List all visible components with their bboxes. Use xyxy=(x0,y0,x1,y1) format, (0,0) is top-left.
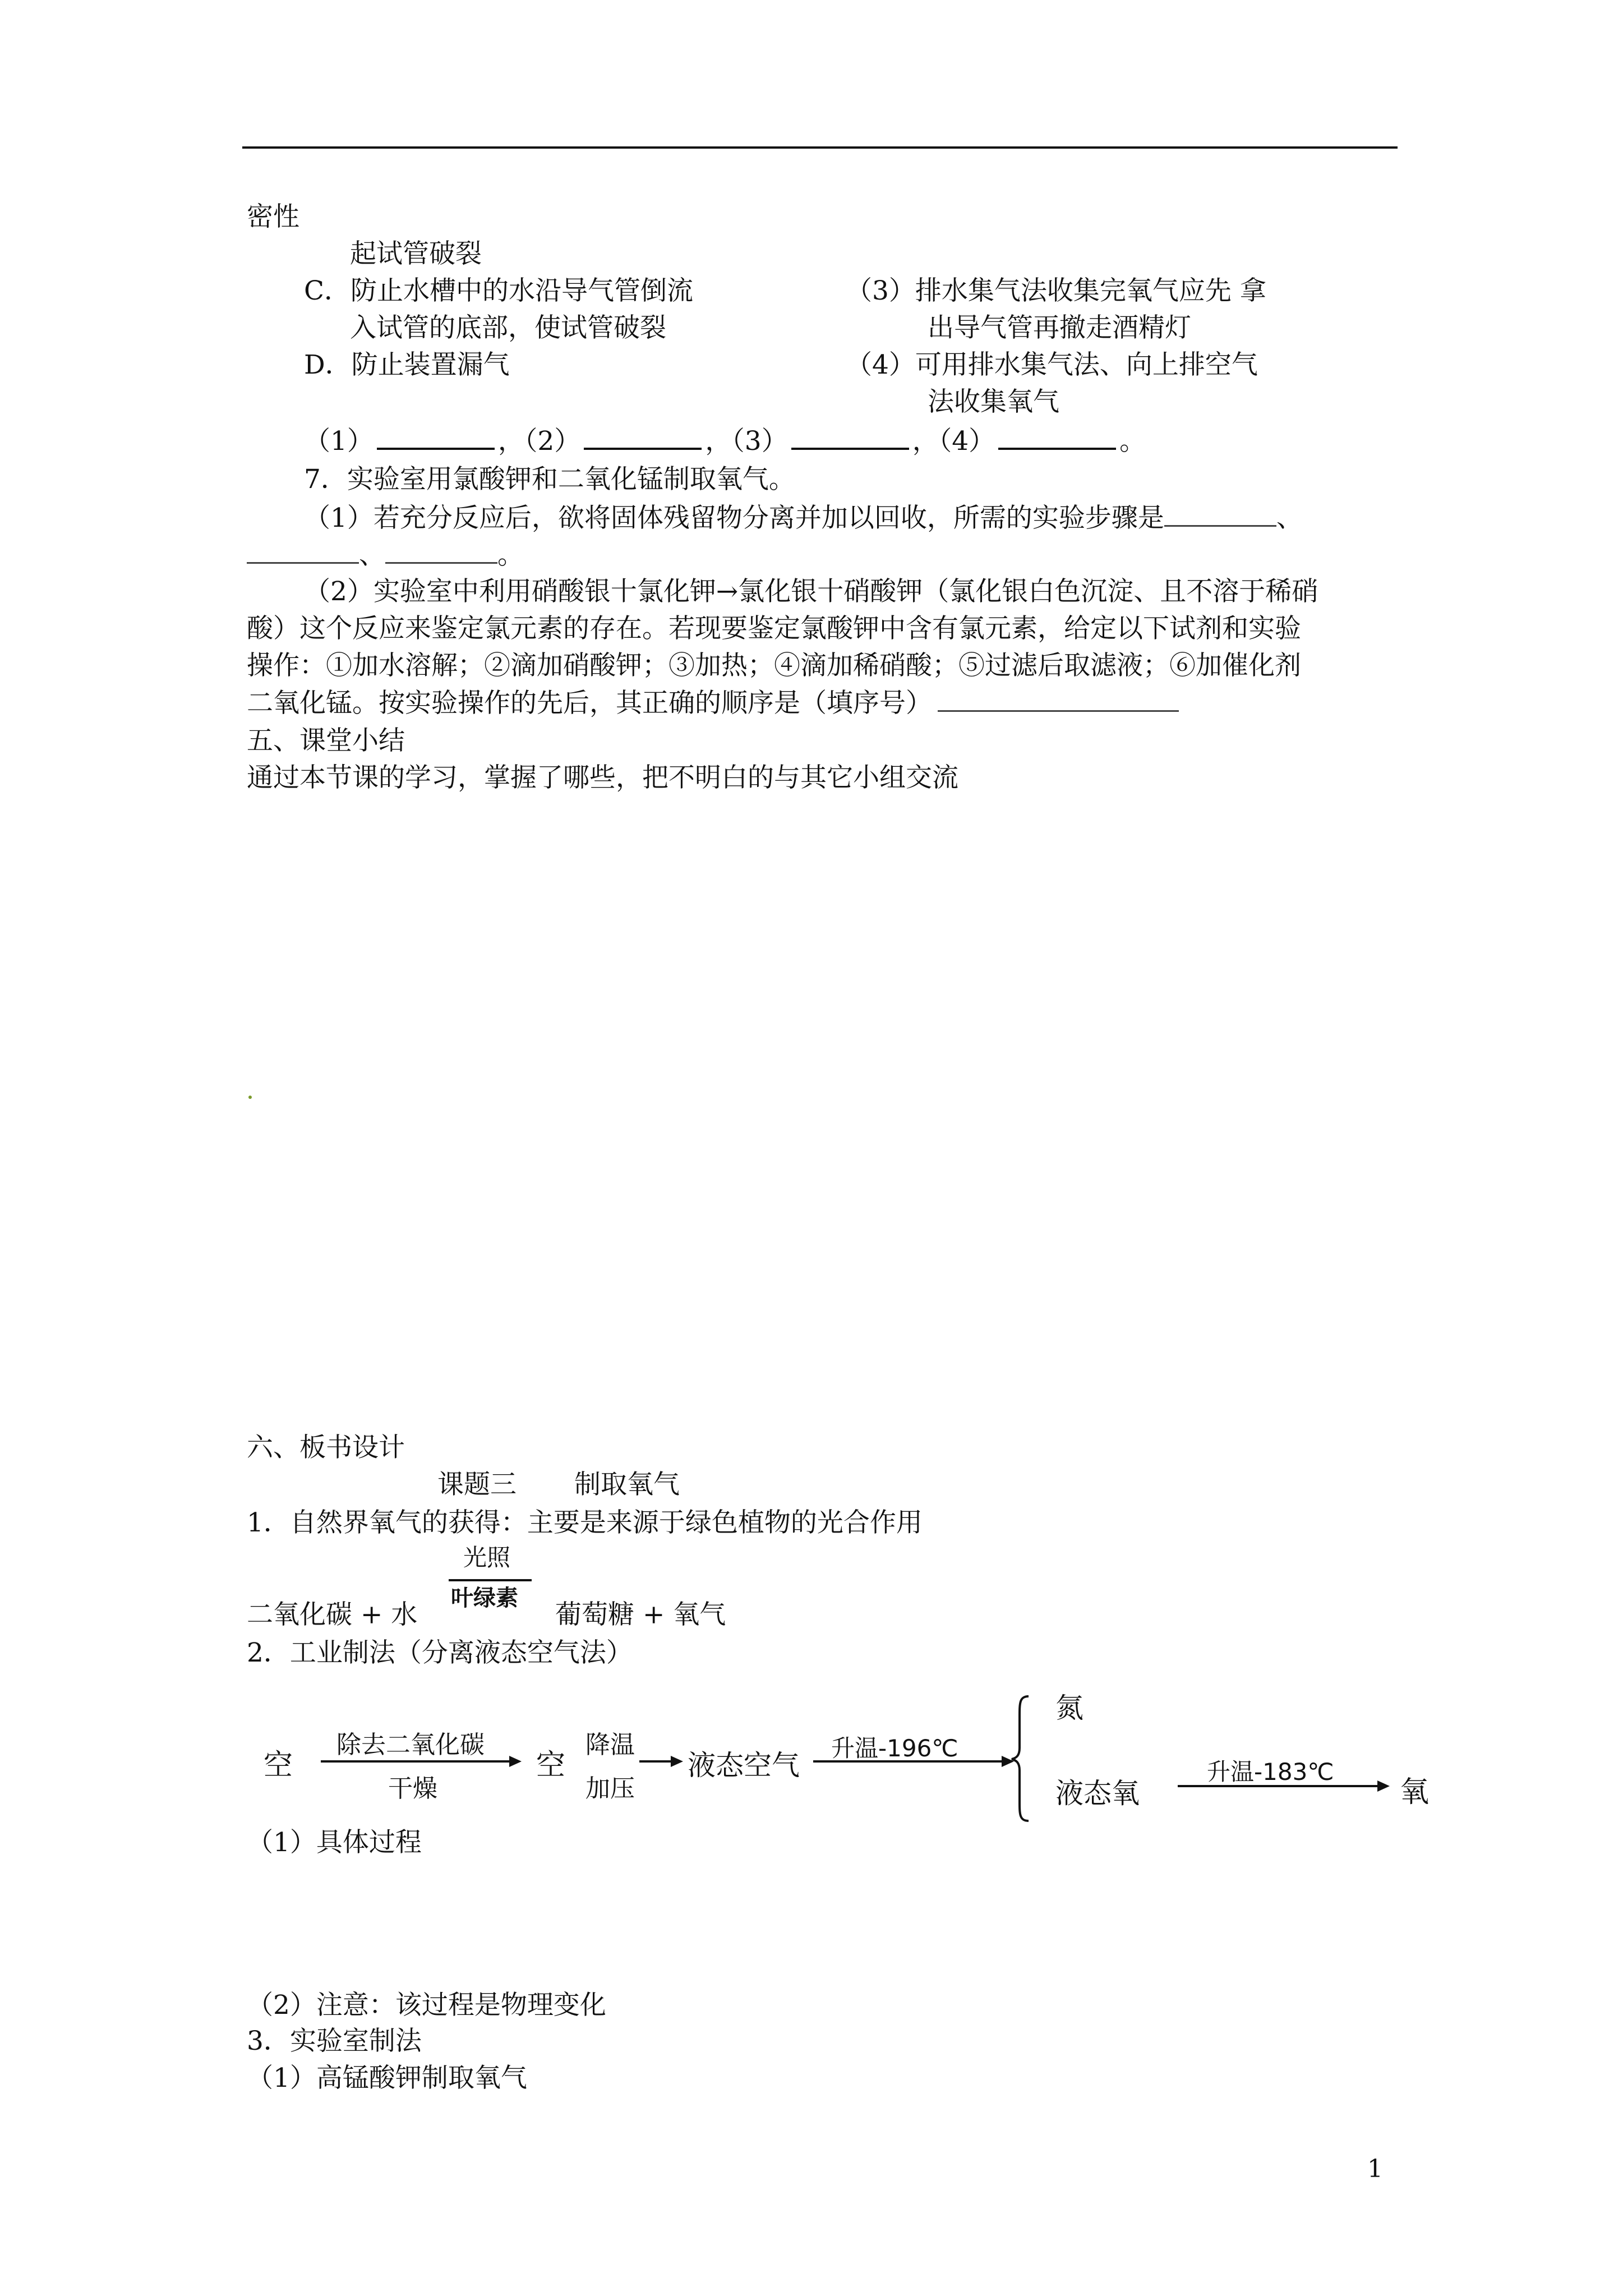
flow-air-2: 空 xyxy=(536,1749,566,1782)
flow-step1-below: 干燥 xyxy=(388,1774,437,1803)
blank-label-4: ，（4） xyxy=(912,426,995,457)
subitem-2: （2）注意：该过程是物理变化 xyxy=(247,1990,606,2021)
question-7-part1-cont: 、 。 xyxy=(247,539,524,572)
option-c: C．防止水槽中的水沿导气管倒流 xyxy=(304,275,693,306)
blank-end: 。 xyxy=(1119,426,1146,457)
question-7-part2-line1: （2）实验室中利用硝酸银十氯化钾→氯化银十硝酸钾（氯化银白色沉淀、且不溶于稀硝 xyxy=(304,576,1318,607)
flow-step3-above: 升温-196℃ xyxy=(831,1734,958,1762)
text-line: 起试管破裂 xyxy=(350,238,482,269)
flow-step4-above: 升温-183℃ xyxy=(1207,1758,1334,1786)
header-rule xyxy=(242,146,1398,149)
flow-arrow-2 xyxy=(639,1755,684,1768)
text-line: 出导气管再撤走酒精灯 xyxy=(928,312,1191,343)
answer-blank[interactable] xyxy=(1164,501,1276,527)
text-line: 法收集氧气 xyxy=(928,386,1059,417)
question-7-part2-line3: 操作：①加水溶解；②滴加硝酸钾；③加热；④滴加稀硝酸；⑤过滤后取滤液；⑥加催化剂 xyxy=(247,650,1301,681)
answer-blank[interactable] xyxy=(247,539,359,564)
equation-condition-above: 光照 xyxy=(463,1544,511,1571)
equation-right: 葡萄糖 + 氧气 xyxy=(555,1599,726,1630)
flow-arrow-3 xyxy=(813,1755,1015,1768)
section-5-body: 通过本节课的学习，掌握了哪些，把不明白的与其它小组交流 xyxy=(247,762,958,793)
equation-bar xyxy=(449,1579,532,1581)
item-1: 1．自然界氧气的获得：主要是来源于绿色植物的光合作用 xyxy=(247,1507,923,1538)
flow-step1-above: 除去二氧化碳 xyxy=(336,1731,485,1759)
answer-blank[interactable] xyxy=(938,687,1179,712)
text-line: 入试管的底部，使试管破裂 xyxy=(350,312,666,343)
equation-left: 二氧化碳 + 水 xyxy=(247,1599,418,1630)
flow-liquid-oxygen: 液态氧 xyxy=(1055,1777,1140,1810)
option-d: D．防止装置漏气 xyxy=(304,349,510,380)
item-3: 3．实验室制法 xyxy=(247,2026,422,2056)
board-title-b: 制取氧气 xyxy=(574,1469,680,1500)
answer-blank-2[interactable] xyxy=(584,425,702,450)
answer-blank[interactable] xyxy=(385,539,497,564)
answer-blank-1[interactable] xyxy=(377,425,495,450)
flow-brace xyxy=(1009,1694,1032,1823)
text-line: 密性 xyxy=(247,201,299,232)
answer-blank-4[interactable] xyxy=(998,425,1116,450)
subitem-3: （1）高锰酸钾制取氧气 xyxy=(247,2063,527,2093)
item-2: 2．工业制法（分离液态空气法） xyxy=(247,1637,633,1668)
question-7-title: 7．实验室用氯酸钾和二氧化锰制取氧气。 xyxy=(304,464,795,495)
flow-step2-above: 降温 xyxy=(585,1731,635,1759)
equation-condition-below: 叶绿素 xyxy=(451,1585,518,1611)
board-title-a: 课题三 xyxy=(437,1469,517,1500)
page-number: 1 xyxy=(1367,2155,1383,2183)
flow-step2-below: 加压 xyxy=(585,1774,635,1803)
question-7-part1: （1）若充分反应后，欲将固体残留物分离并加以回收，所需的实验步骤是 、 xyxy=(304,503,1303,533)
stray-mark xyxy=(248,1096,252,1099)
flow-nitrogen: 氮 xyxy=(1055,1692,1083,1724)
flow-oxygen: 氧 xyxy=(1400,1775,1430,1809)
section-6-heading: 六、板书设计 xyxy=(247,1432,405,1463)
blank-label-3: ，（3） xyxy=(705,426,788,457)
statement-4: （4）可用排水集气法、向上排空气 xyxy=(846,349,1258,380)
section-5-heading: 五、课堂小结 xyxy=(247,725,405,756)
question-7-part2-line4: 二氧化锰。按实验操作的先后，其正确的顺序是（填序号） xyxy=(247,687,1179,720)
flow-arrow-1 xyxy=(321,1755,523,1768)
flow-liquid-air: 液态空气 xyxy=(688,1749,800,1782)
answer-blank-3[interactable] xyxy=(791,425,909,450)
answer-blanks-row xyxy=(304,425,1146,458)
blank-label-2: ，（2） xyxy=(497,426,581,457)
statement-3: （3）排水集气法收集完氧气应先 拿 xyxy=(846,275,1266,306)
blank-label-1: （1） xyxy=(304,426,374,457)
flow-air: 空 xyxy=(264,1749,293,1782)
flow-arrow-4 xyxy=(1178,1779,1391,1793)
subitem-1: （1）具体过程 xyxy=(247,1827,422,1858)
question-7-part2-line2: 酸）这个反应来鉴定氯元素的存在。若现要鉴定氯酸钾中含有氯元素，给定以下试剂和实验 xyxy=(247,613,1301,644)
